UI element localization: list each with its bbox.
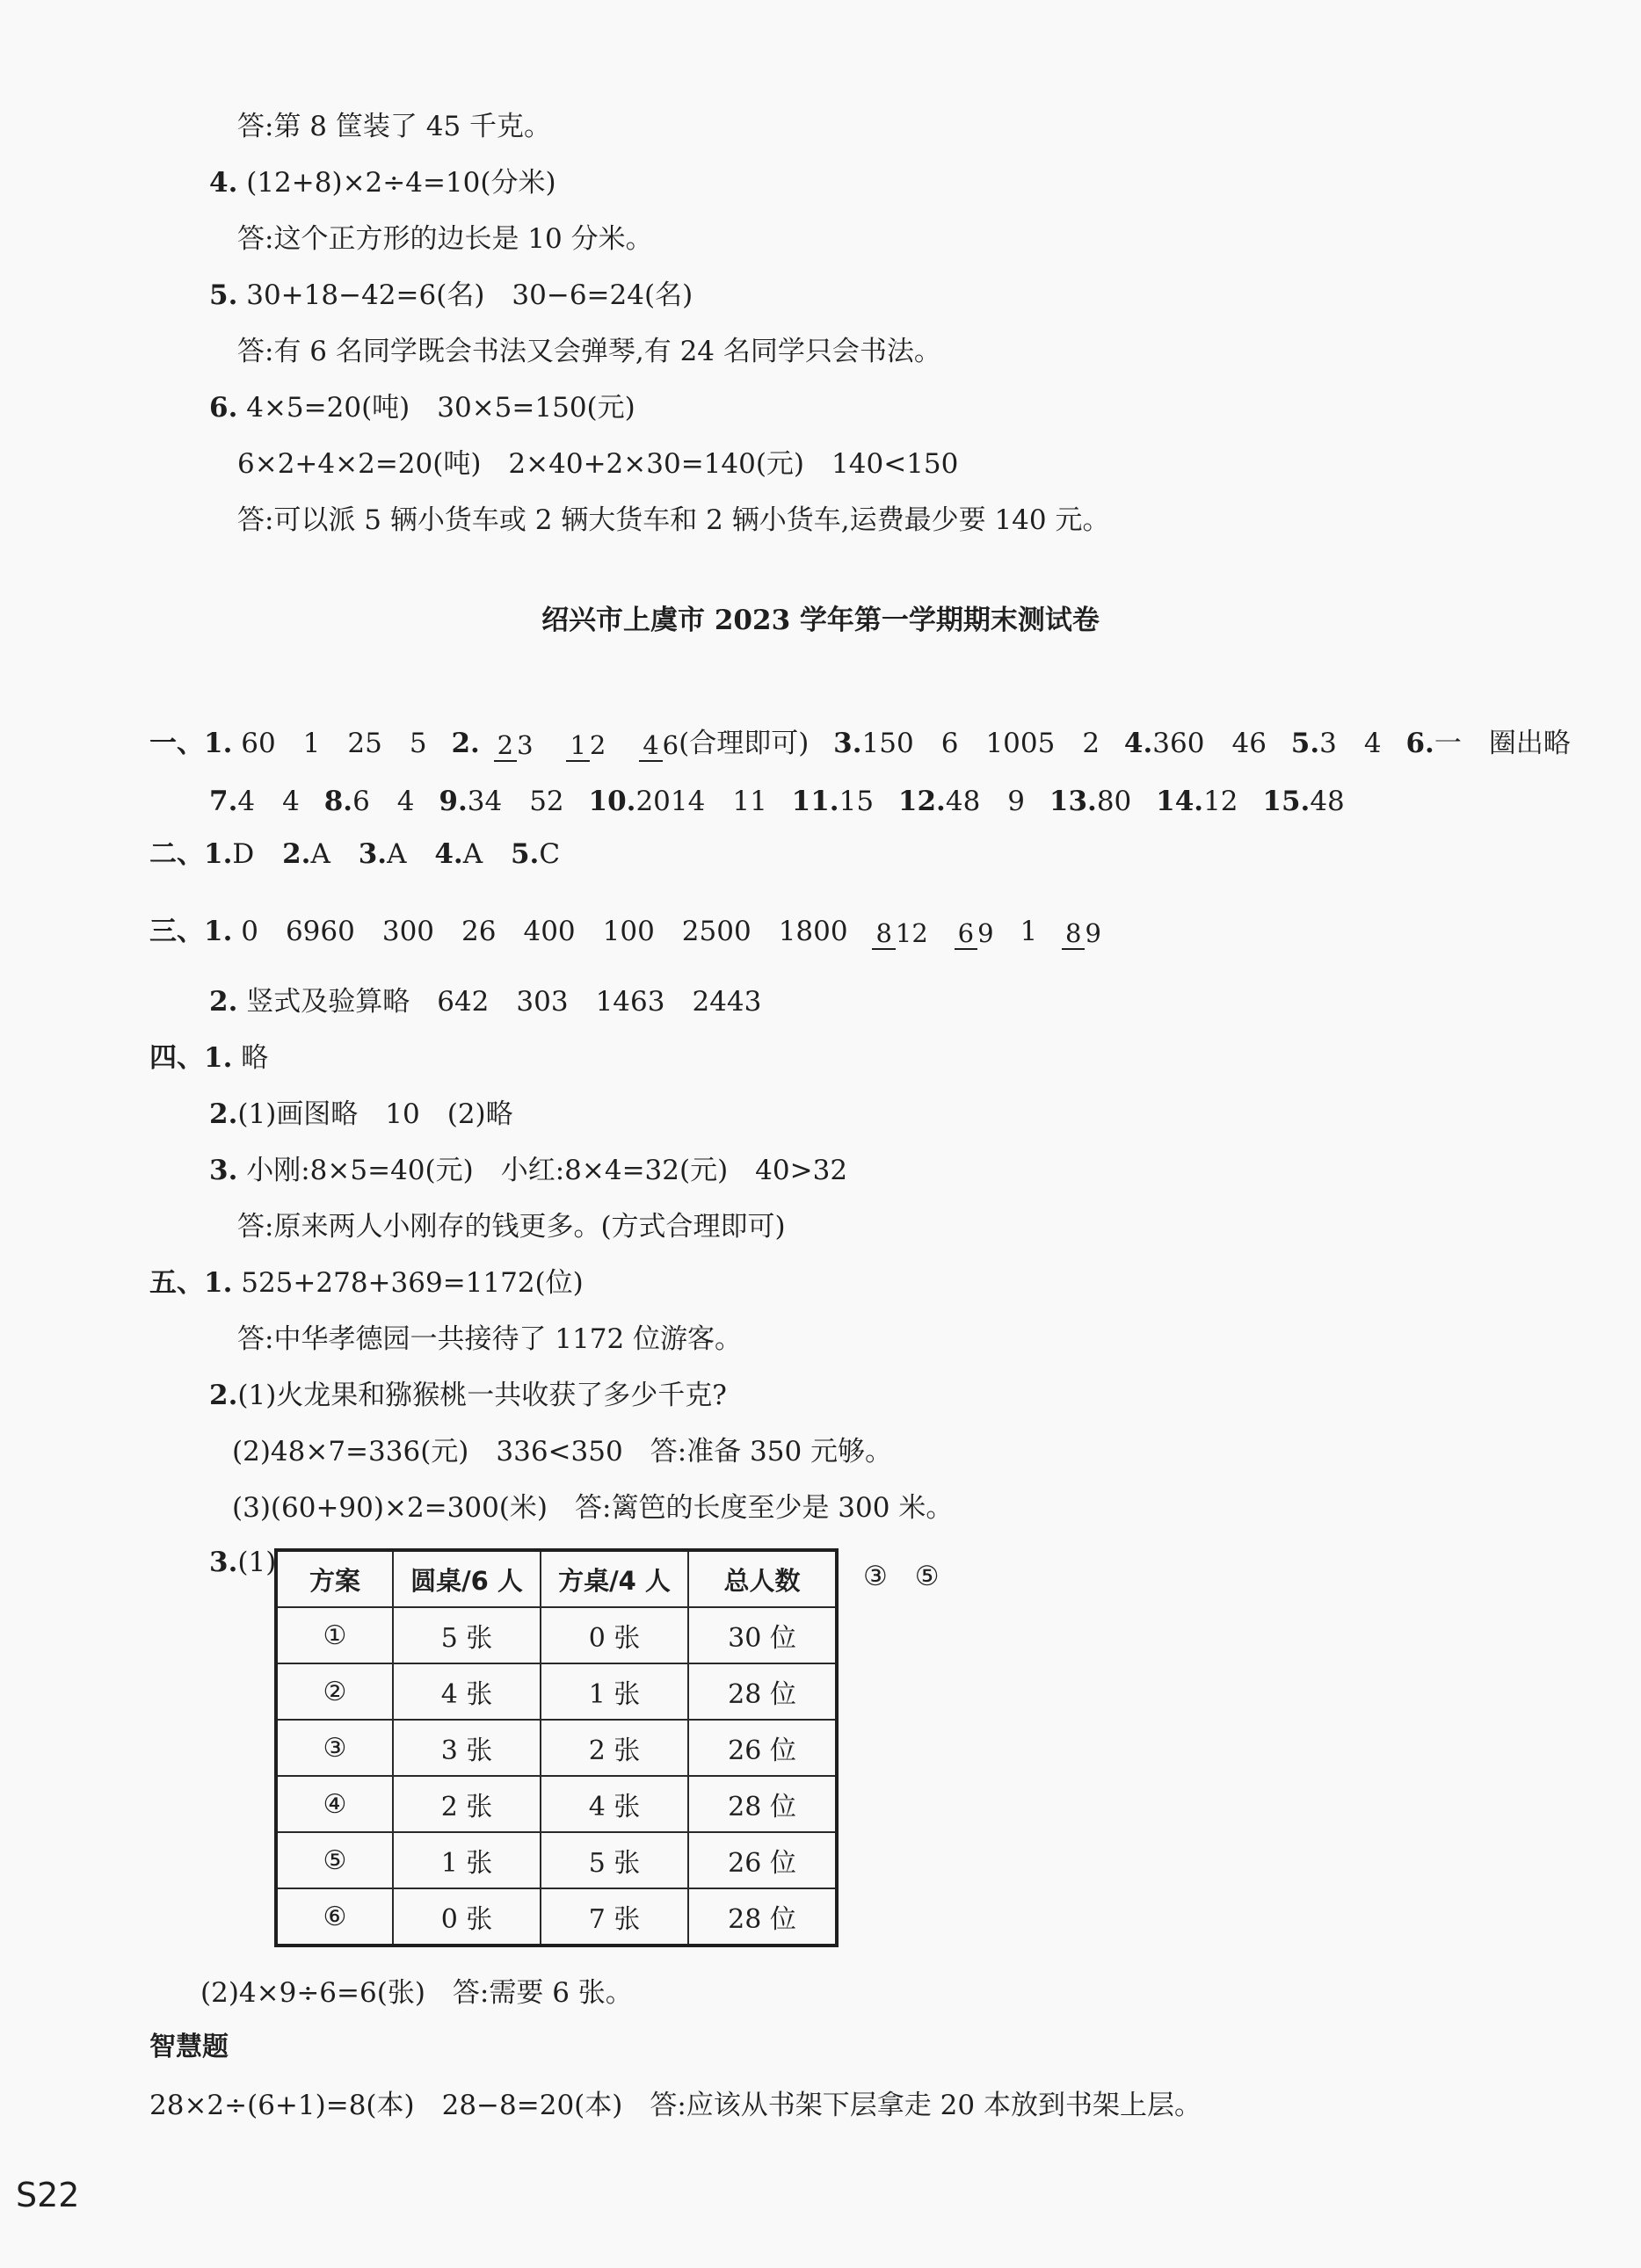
table-cell: 28 位	[688, 1663, 837, 1720]
fraction: 1 2	[566, 730, 606, 760]
section-1-line-2	[209, 784, 1345, 819]
table-cell: 5 张	[541, 1832, 688, 1888]
exam-title: 绍兴市上虞市 2023 学年第一学期期末测试卷	[541, 605, 1100, 636]
table-cell: 26 位	[688, 1832, 837, 1888]
answer: A	[310, 838, 330, 870]
answer: 48	[1310, 786, 1345, 817]
table-cell: 28 位	[688, 1776, 837, 1832]
section-1-line-1	[149, 710, 1571, 777]
table-cell: ③	[276, 1720, 393, 1776]
answer: 4 4	[237, 786, 300, 817]
q-num: 4.	[1123, 728, 1153, 759]
answer: 360 46	[1152, 728, 1267, 759]
table-cell: 4 张	[393, 1663, 541, 1720]
answer: 小刚:8×5=40(元) 小红:8×4=32(元) 40>32	[246, 1155, 848, 1186]
q-num: 6.	[1405, 728, 1434, 759]
question-6	[209, 390, 635, 425]
answer: A	[387, 838, 407, 870]
equation-6-line2: 6×2+4×2=20(吨) 2×40+2×30=140(元) 140<150	[237, 448, 959, 480]
q-num: 9.	[439, 786, 468, 817]
table-header-row	[276, 1550, 837, 1607]
answer-basket-8: 答:第 8 筐装了 45 千克。	[237, 111, 552, 142]
q-num: 1.	[204, 838, 233, 870]
table-cell: 0 张	[393, 1888, 541, 1946]
q-num: 12.	[897, 786, 946, 817]
equation: 30+18−42=6(名) 30−6=24(名)	[246, 279, 693, 311]
answer: 12	[1203, 786, 1238, 817]
wisdom-answer: 28×2÷(6+1)=8(本) 28−8=20(本) 答:应该从书架下层拿走 20 本放到书架上层。	[149, 2090, 1202, 2121]
answer-6: 答:可以派 5 辆小货车或 2 辆大货车和 2 辆小货车,运费最少要 140 元。	[237, 504, 1110, 536]
section-2	[149, 837, 560, 872]
table-cell: ④	[276, 1776, 393, 1832]
fraction: 8 9	[1062, 918, 1101, 948]
fraction: 6 9	[955, 918, 994, 948]
section-5-q2-part2: (2)48×7=336(元) 336<350 答:准备 350 元够。	[232, 1436, 893, 1467]
answer: 2014 11	[635, 786, 767, 817]
table-row	[276, 1720, 837, 1776]
question-number: 5.	[209, 279, 238, 311]
table-cell: ①	[276, 1607, 393, 1663]
table-cell: 26 位	[688, 1720, 837, 1776]
fraction: 2 3	[494, 730, 534, 760]
section-label: 五、	[149, 1267, 204, 1299]
table-cell: 7 张	[541, 1888, 688, 1946]
table-cell: 2 张	[541, 1720, 688, 1776]
section-label: 三、	[149, 916, 204, 947]
equation: (12+8)×2÷4=10(分米)	[246, 167, 556, 199]
q-num: 1.	[204, 728, 233, 759]
table-row	[276, 1607, 837, 1663]
answer: 15	[839, 786, 875, 817]
table-cell: 1 张	[541, 1663, 688, 1720]
answer: 60 1 25 5	[241, 728, 427, 759]
answer: 6 4	[352, 786, 415, 817]
answer: (1)画图略 10 (2)略	[237, 1098, 513, 1130]
section-4-line-1	[149, 1040, 268, 1076]
section-5-q1-answer: 答:中华孝德园一共接待了 1172 位游客。	[237, 1323, 743, 1355]
q-num: 11.	[791, 786, 839, 817]
q-num: 5.	[1290, 728, 1320, 759]
section-4-q3-answer: 答:原来两人小刚存的钱更多。(方式合理即可)	[237, 1211, 786, 1243]
table-cell: 30 位	[688, 1607, 837, 1663]
table-cell: ②	[276, 1663, 393, 1720]
answer: 略	[241, 1042, 269, 1074]
section-5-q1	[149, 1265, 584, 1301]
table-row	[276, 1663, 837, 1720]
fraction: 4 6	[639, 730, 679, 760]
table-cell: ⑥	[276, 1888, 393, 1946]
column-header: 方案	[276, 1550, 393, 1607]
answer: 3 4	[1319, 728, 1382, 759]
answer: D	[232, 838, 255, 870]
table-row	[276, 1776, 837, 1832]
answer-4: 答:这个正方形的边长是 10 分米。	[237, 223, 653, 255]
q-num: 3.	[209, 1155, 238, 1186]
column-header: 总人数	[688, 1550, 837, 1607]
q-num: 5.	[510, 838, 540, 870]
answer: 150 6 1005 2	[861, 728, 1100, 759]
q-num: 2.	[209, 986, 238, 1018]
q-num: 1.	[204, 1042, 233, 1074]
question-4	[209, 165, 556, 200]
section-5-q2	[209, 1378, 727, 1413]
table-cell: 5 张	[393, 1607, 541, 1663]
answer: 1	[1020, 916, 1038, 947]
table-cell: 2 张	[393, 1776, 541, 1832]
question-5	[209, 278, 693, 313]
table-cell: 1 张	[393, 1832, 541, 1888]
column-header: 圆桌/6 人	[393, 1550, 541, 1607]
question-number: 6.	[209, 392, 238, 424]
table-cell: 4 张	[541, 1776, 688, 1832]
q-num: 4.	[434, 838, 463, 870]
q-num: 15.	[1262, 786, 1311, 817]
section-label: 二、	[149, 838, 204, 870]
table-cell: 28 位	[688, 1888, 837, 1946]
answer: 80	[1096, 786, 1132, 817]
equation: 4×5=20(吨) 30×5=150(元)	[246, 392, 635, 424]
table-row	[276, 1888, 837, 1946]
q-num: 2.	[451, 728, 480, 759]
section-5-q3	[209, 1545, 276, 1580]
answer: 48 9	[945, 786, 1026, 817]
q-num: 3.	[358, 838, 388, 870]
section-label: 四、	[149, 1042, 204, 1074]
section-5-q3-choices: ③ ⑤	[863, 1561, 940, 1592]
question-number: 4.	[209, 167, 238, 199]
answer-5: 答:有 6 名同学既会书法又会弹琴,有 24 名同学只会书法。	[237, 336, 941, 367]
q-num: 2.	[209, 1098, 238, 1130]
section-4-q2	[209, 1097, 513, 1132]
section-5-q3-part2: (2)4×9÷6=6(张) 答:需要 6 张。	[200, 1977, 633, 2009]
answer: C	[539, 838, 561, 870]
q-num: 1.	[204, 916, 233, 947]
answer: (1)	[237, 1547, 277, 1578]
answer: 34 52	[467, 786, 564, 817]
fraction: 8 12	[872, 918, 927, 948]
answer: (1)火龙果和猕猴桃一共收获了多少千克?	[237, 1380, 727, 1411]
table-row	[276, 1832, 837, 1888]
q-num: 3.	[833, 728, 862, 759]
section-5-q2-part3: (3)(60+90)×2=300(米) 答:篱笆的长度至少是 300 米。	[232, 1492, 954, 1524]
column-header: 方桌/4 人	[541, 1550, 688, 1607]
q-num: 13.	[1049, 786, 1097, 817]
section-label: 一、	[149, 728, 204, 759]
section-3-line-2	[209, 984, 761, 1019]
q-num: 14.	[1156, 786, 1204, 817]
q-num: 1.	[204, 1267, 233, 1299]
answer: 竖式及验算略 642 303 1463 2443	[246, 986, 762, 1018]
page-number: S22	[16, 2176, 80, 2214]
q-num: 2.	[209, 1380, 238, 1411]
table-cell: ⑤	[276, 1832, 393, 1888]
wisdom-heading: 智慧题	[149, 2032, 229, 2062]
q-num: 3.	[209, 1547, 238, 1578]
answer: A	[462, 838, 483, 870]
answer: 0 6960 300 26 400 100 2500 1800	[241, 916, 848, 947]
q-num: 10.	[588, 786, 636, 817]
q-num: 8.	[323, 786, 353, 817]
seating-plan-table	[274, 1548, 839, 1947]
section-3-line-1	[149, 898, 1107, 965]
table-cell: 0 张	[541, 1607, 688, 1663]
answer: (合理即可)	[679, 728, 810, 759]
q-num: 2.	[282, 838, 311, 870]
table-cell: 3 张	[393, 1720, 541, 1776]
q-num: 7.	[209, 786, 238, 817]
answer: 525+278+369=1172(位)	[241, 1267, 584, 1299]
answer: 一 圈出略	[1434, 728, 1571, 759]
section-4-q3	[209, 1153, 847, 1188]
